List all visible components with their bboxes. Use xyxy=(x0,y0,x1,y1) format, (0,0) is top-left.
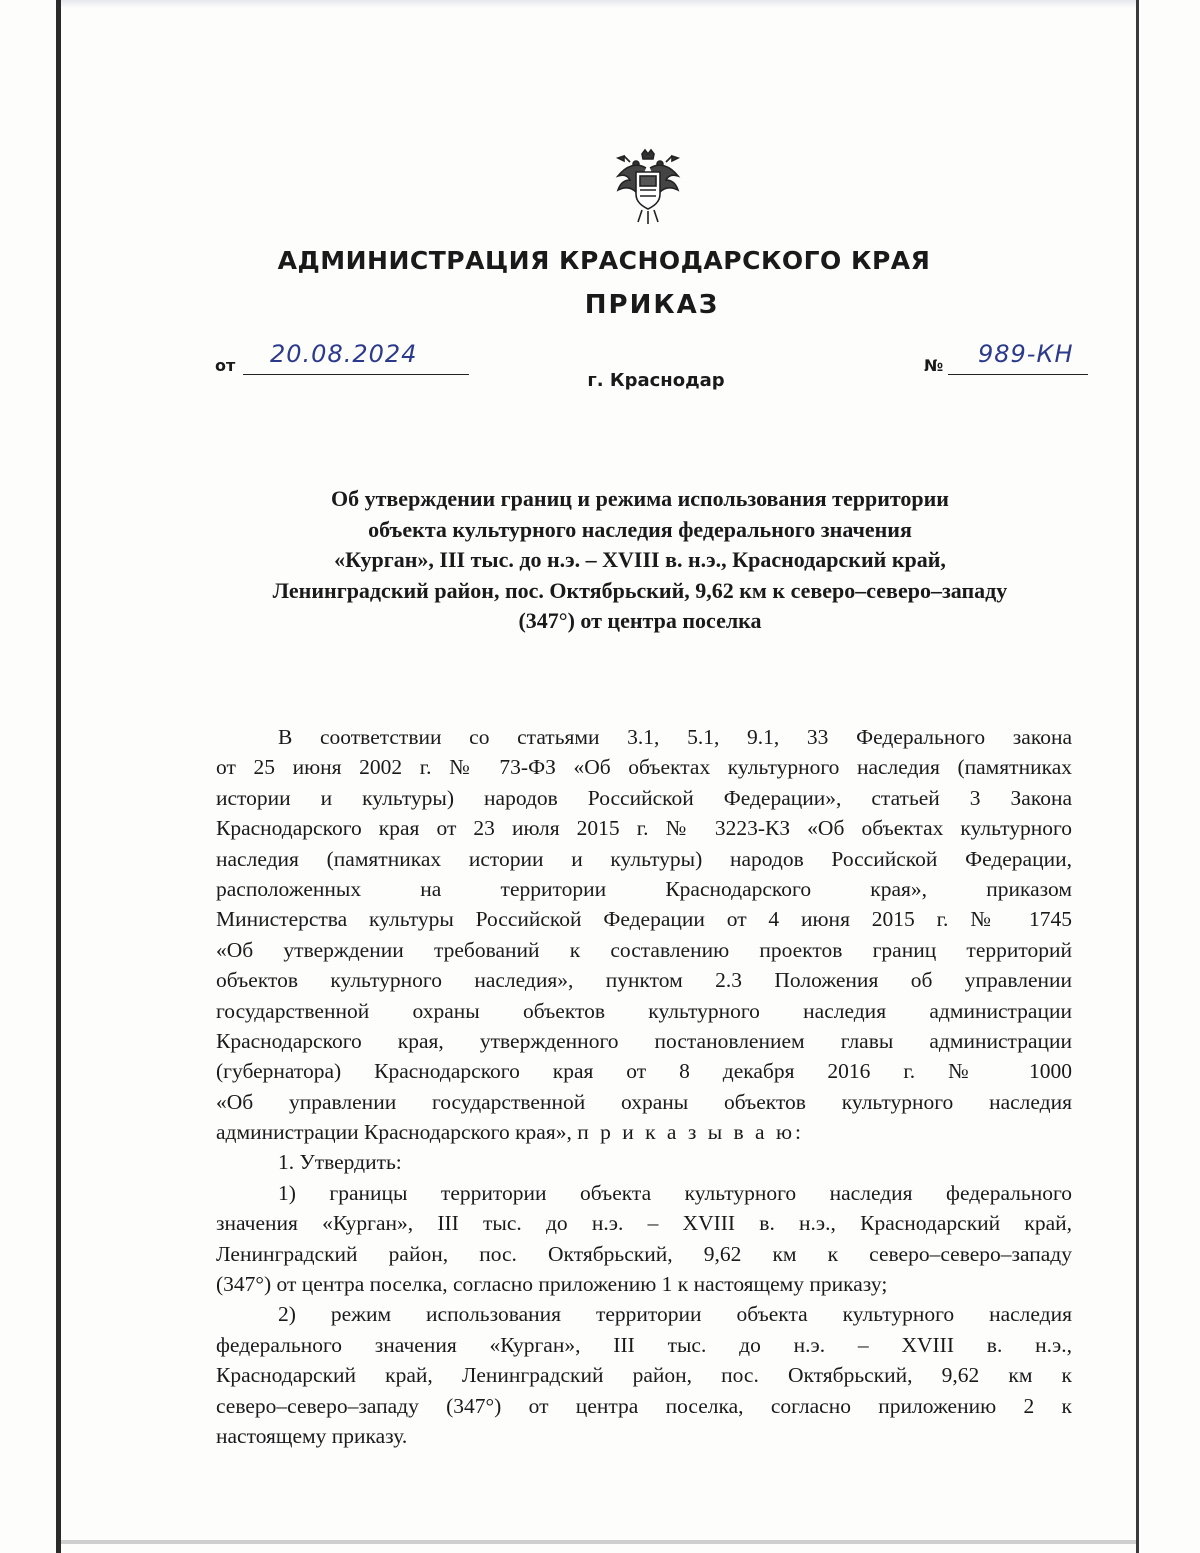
body-line: истории и культуры) народов Российской Федерации», статьей 3 Закона xyxy=(216,785,1072,810)
body-line: 1. Утвердить: xyxy=(278,1150,402,1175)
body-line: расположенных на территории Краснодарского края», приказом xyxy=(216,876,1072,901)
body-line: федерального значения «Курган», III тыс. до н.э. – XVIII в. н.э., xyxy=(216,1332,1072,1357)
scan-top-edge xyxy=(61,0,1136,8)
body-line: 2) режим использования территории объекта культурного наследия xyxy=(278,1302,1072,1327)
title-line: Об утверждении границ и режима использования территории xyxy=(331,486,949,511)
number-underline xyxy=(948,374,1088,375)
body-line: В соответствии со статьями 3.1, 5.1, 9.1, 33 Федерального закона xyxy=(278,725,1072,749)
number-prefix: № xyxy=(924,356,944,375)
document-meta xyxy=(0,340,1200,400)
body-line: (губернатора) Краснодарского края от 8 декабря 2016 г. № 1000 xyxy=(216,1059,1072,1084)
scan-bottom-edge xyxy=(61,1540,1136,1544)
title-line: объекта культурного наследия федерального значения xyxy=(368,516,912,542)
body-line: Министерства культуры Российской Федерации от 4 июня 2015 г. № 1745 xyxy=(216,907,1072,932)
body-line: Краснодарский край, Ленинградский район, пос. Октябрьский, 9,62 км к xyxy=(216,1363,1072,1388)
body-line: государственной охраны объектов культурного наследия администрации xyxy=(216,998,1072,1023)
body-line: «Об утверждении требований к составлению проектов границ территорий xyxy=(216,937,1072,962)
date-handwritten: 20.08.2024 xyxy=(270,340,418,368)
organization-title: АДМИНИСТРАЦИЯ КРАСНОДАРСКОГО КРАЯ xyxy=(277,246,931,275)
scan-left-edge xyxy=(56,0,61,1553)
body-line: наследия (памятниках истории и культуры) народов Российской Федерации, xyxy=(216,846,1072,871)
body-line: «Об управлении государственной охраны объектов культурного наследия xyxy=(216,1089,1072,1114)
title-line: (347°) от центра поселка xyxy=(518,608,762,633)
body-line: объектов культурного наследия», пунктом 2.3 Положения об управлении xyxy=(216,968,1072,993)
body-line: Краснодарского края, утвержденного постановлением главы администрации xyxy=(216,1028,1072,1053)
number-handwritten: 989-КН xyxy=(978,340,1074,368)
title-line: «Курган», III тыс. до н.э. – XVIII в. н.э., Краснодарский край, xyxy=(334,547,946,572)
order-word: п р и к а з ы в а ю: xyxy=(577,1120,805,1145)
body-line: Краснодарского края от 23 июля 2015 г. № 3223-КЗ «Об объектах культурного xyxy=(216,816,1072,841)
body-line: настоящему приказу. xyxy=(216,1423,408,1448)
title-line: Ленинградский район, пос. Октябрьский, 9,62 км к северо–северо–западу xyxy=(272,577,1008,603)
scan-right-edge xyxy=(1136,0,1139,1553)
document-body xyxy=(216,722,1072,1451)
body-line: значения «Курган», III тыс. до н.э. – XVIII в. н.э., Краснодарский край, xyxy=(216,1211,1072,1236)
body-line: северо–северо–западу (347°) от центра поселка, согласно приложению 2 к xyxy=(216,1393,1072,1418)
date-prefix: от xyxy=(215,356,236,375)
body-line-text: администрации Краснодарского края», xyxy=(216,1120,572,1145)
document-type: ПРИКАЗ xyxy=(584,290,720,320)
city: г. Краснодар xyxy=(587,370,725,391)
body-line: 1) границы территории объекта культурного наследия федерального xyxy=(278,1180,1072,1205)
coat-of-arms-icon xyxy=(608,148,688,228)
body-line: (347°) от центра поселка, согласно приложению 1 к настоящему приказу; xyxy=(216,1272,888,1297)
document-title xyxy=(200,484,1080,637)
body-line: от 25 июня 2002 г. № 73-ФЗ «Об объектах культурного наследия (памятниках xyxy=(216,755,1072,780)
body-line-with-order-word xyxy=(216,1117,1072,1147)
body-line: Ленинградский район, пос. Октябрьский, 9,62 км к северо–северо–западу xyxy=(216,1241,1072,1266)
